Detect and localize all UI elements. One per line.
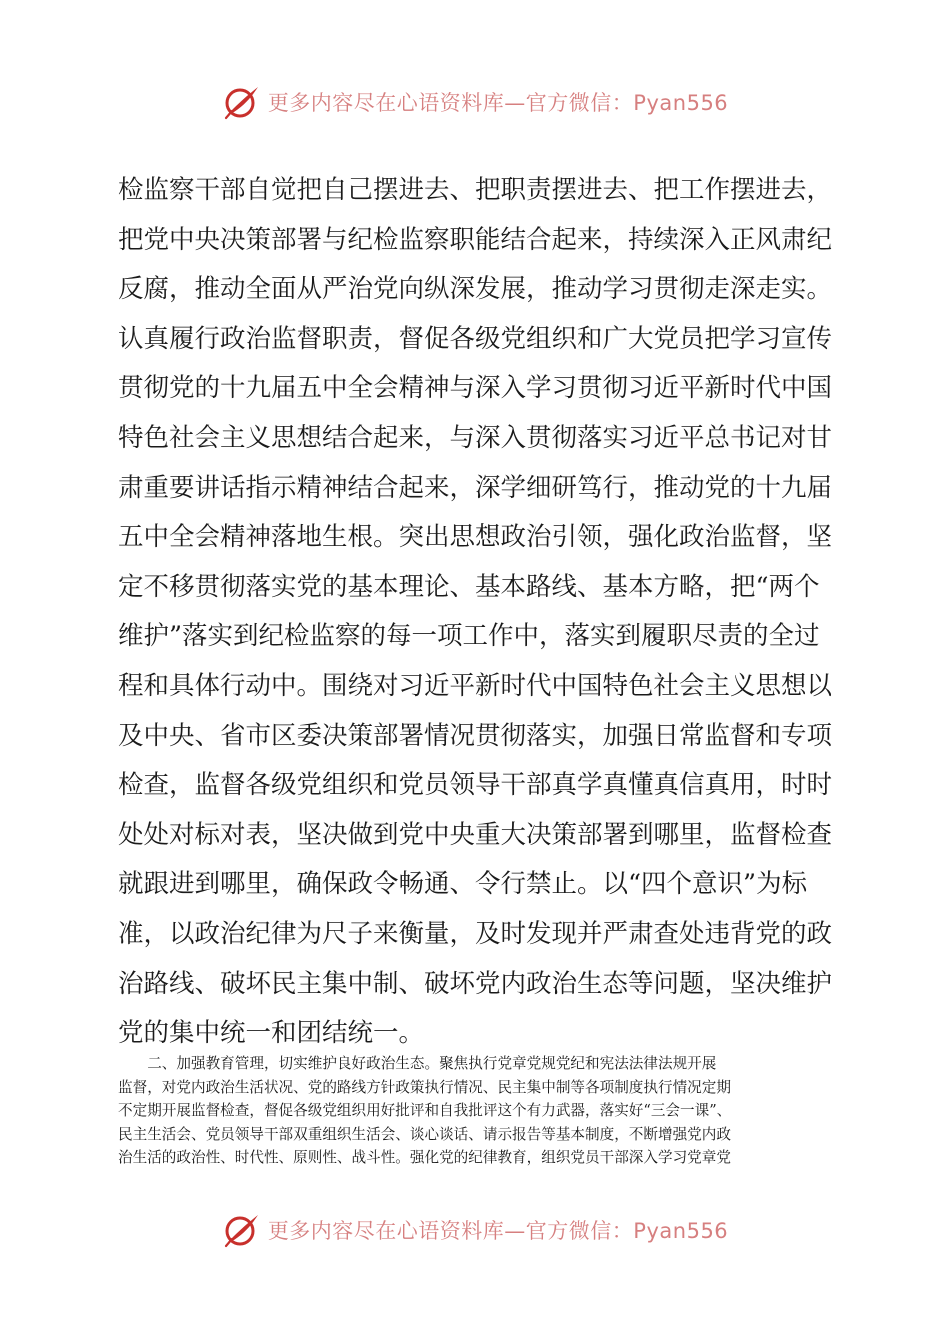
section-two-line: 民主生活会、党员领导干部双重组织生活会、谈心谈话、请示报告等基本制度，不断增强党内政 xyxy=(118,1125,731,1143)
main-paragraph-line: 及中央、省市区委决策部署情况贯彻落实，加强日常监督和专项 xyxy=(118,720,833,751)
main-paragraph-line: 反腐，推动全面从严治党向纵深发展，推动学习贯彻走深走实。 xyxy=(118,274,833,305)
main-paragraph-line: 检监察干部自觉把自己摆进去、把职责摆进去、把工作摆进去， xyxy=(118,175,833,205)
main-paragraph-line: 五中全会精神落地生根。突出思想政治引领，强化政治监督，坚 xyxy=(118,522,833,553)
section-two-line: 监督，对党内政治生活状况、党的路线方针政策执行情况、民主集中制等各项制度执行情况定期 xyxy=(118,1078,731,1096)
quill-logo-icon xyxy=(222,84,262,120)
header-banner-text: 更多内容尽在心语资料库—官方微信：Pyan556 xyxy=(267,91,729,115)
main-paragraph-line: 定不移贯彻落实党的基本理论、基本路线、基本方略，把“两个 xyxy=(118,571,820,602)
main-paragraph-line: 把党中央决策部署与纪检监察职能结合起来，持续深入正风肃纪 xyxy=(118,224,833,255)
main-paragraph-line: 处处对标对表，坚决做到党中央重大决策部署到哪里，监督检查 xyxy=(118,819,833,850)
section-two-line: 治生活的政治性、时代性、原则性、战斗性。强化党的纪律教育，组织党员干部深入学习党章党 xyxy=(118,1149,731,1167)
header-banner xyxy=(0,80,950,124)
section-two-line: 二、加强教育管理，切实维护良好政治生态。聚焦执行党章党规党纪和宪法法律法规开展 xyxy=(118,1055,717,1072)
main-paragraph-line: 认真履行政治监督职责，督促各级党组织和广大党员把学习宣传 xyxy=(118,323,833,354)
main-paragraph-line: 就跟进到哪里，确保政令畅通、令行禁止。以“四个意识”为标 xyxy=(118,869,808,900)
main-paragraph-line: 肃重要讲话指示精神结合起来，深学细研笃行，推动党的十九届 xyxy=(118,472,833,503)
quill-logo-icon xyxy=(222,1212,262,1248)
main-paragraph-line: 党的集中统一和团结统一。 xyxy=(118,1018,425,1049)
main-paragraph-line: 程和具体行动中。围绕对习近平新时代中国特色社会主义思想以 xyxy=(118,670,833,701)
main-paragraph-line: 特色社会主义思想结合起来，与深入贯彻落实习近平总书记对甘 xyxy=(118,422,833,453)
section-two-paragraph xyxy=(118,1052,834,1170)
section-two-line: 不定期开展监督检查，督促各级党组织用好批评和自我批评这个有力武器，落实好“三会一课”、 xyxy=(118,1102,732,1120)
main-paragraph-line: 维护”落实到纪检监察的每一项工作中，落实到履职尽责的全过 xyxy=(118,621,820,652)
main-paragraph-line: 贯彻党的十九届五中全会精神与深入学习贯彻习近平新时代中国 xyxy=(118,373,833,404)
main-paragraph-line: 治路线、破坏民主集中制、破坏党内政治生态等问题，坚决维护 xyxy=(118,968,833,999)
main-paragraph-line: 准，以政治纪律为尺子来衡量，及时发现并严肃查处违背党的政 xyxy=(118,918,833,949)
footer-banner-text: 更多内容尽在心语资料库—官方微信：Pyan556 xyxy=(267,1219,729,1243)
main-paragraph-line: 检查，监督各级党组织和党员领导干部真学真懂真信真用，时时 xyxy=(118,770,833,801)
main-paragraph xyxy=(118,166,834,1059)
footer-banner xyxy=(0,1208,950,1252)
